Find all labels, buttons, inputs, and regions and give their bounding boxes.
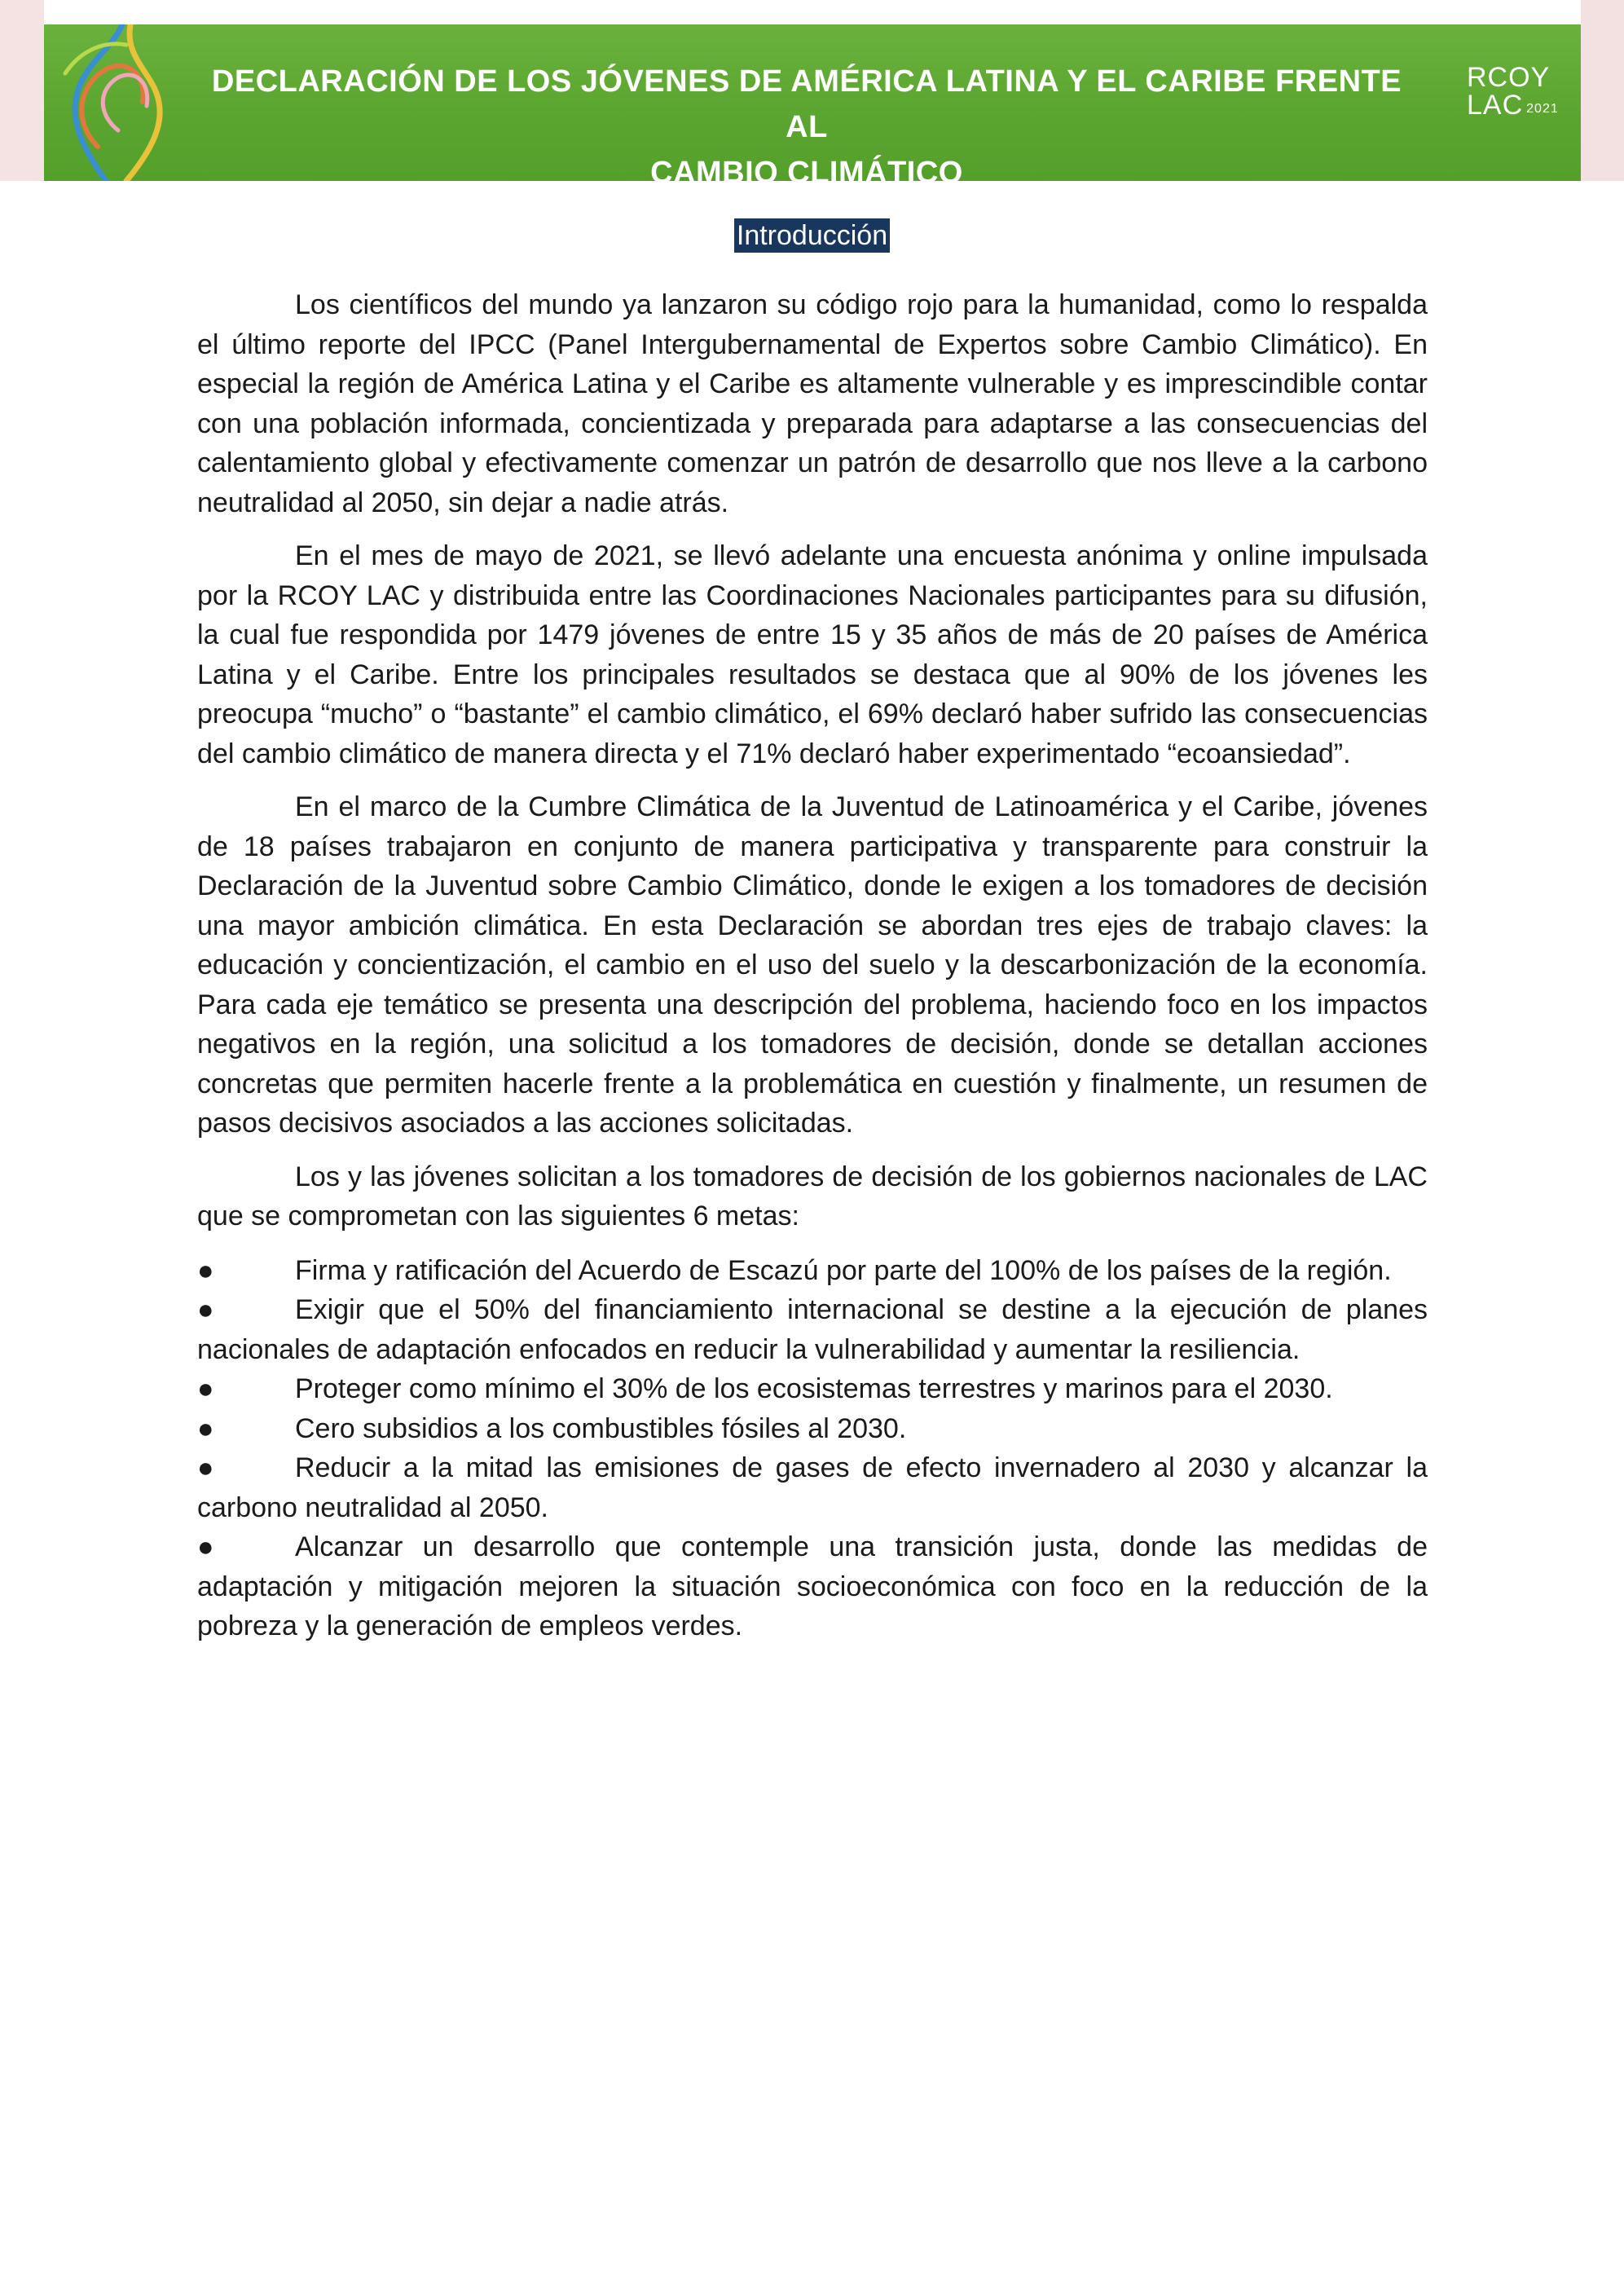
list-item bbox=[197, 1527, 1428, 1646]
bullet-icon: ● bbox=[197, 1294, 214, 1325]
rcoy-lac-logo bbox=[1467, 64, 1573, 123]
list-item bbox=[197, 1290, 1428, 1369]
leaf-emblem-icon bbox=[49, 24, 187, 181]
goal-text: Exigir que el 50% del financiamiento internacional se destine a la ejecución de planes nacionales de adaptación enfocados en reducir la vulnerabilidad y aumentar la resiliencia. bbox=[197, 1294, 1428, 1365]
paragraph-2: En el mes de mayo de 2021, se llevó adelante una encuesta anónima y online impulsada por la RCOY LAC y distribuida entre las Coordinaciones Nacionales participantes para su difusión, la cual fue respondida por 1479 jóvenes de entre 15 y 35 años de más de 20 países de América Latina y el Caribe. Entre los principales resultados se destaca que al 90% de los jóvenes les preocupa “mucho” o “bastante” el cambio climático, el 69% declaró haber sufrido las consecuencias del cambio climático de manera directa y el 71% declaró haber experimentado “ecoansiedad”. bbox=[197, 540, 1428, 769]
logo-word-rcoy: RCOY bbox=[1467, 62, 1551, 93]
goal-text: Cero subsidios a los combustibles fósiles al 2030. bbox=[295, 1412, 907, 1444]
banner-top-strip bbox=[44, 0, 1581, 24]
logo-word-lac: LAC bbox=[1467, 90, 1524, 121]
bullet-icon: ● bbox=[197, 1452, 214, 1483]
goal-text: Alcanzar un desarrollo que contemple una transición justa, donde las medidas de adaptación y mitigación mejoren la situación socioeconómica con foco en la reducción de la pobreza y la generación de empleos verdes. bbox=[197, 1531, 1428, 1641]
list-item bbox=[197, 1369, 1428, 1409]
document-title-line-2: CAMBIO CLIMÁTICO bbox=[650, 156, 963, 190]
bullet-icon: ● bbox=[197, 1373, 214, 1404]
goal-text: Proteger como mínimo el 30% de los ecosistemas terrestres y marinos para el 2030. bbox=[295, 1373, 1333, 1404]
logo-year: 2021 bbox=[1526, 102, 1559, 116]
list-item bbox=[197, 1409, 1428, 1449]
document-title bbox=[196, 59, 1418, 196]
list-item bbox=[197, 1251, 1428, 1291]
header-banner bbox=[0, 0, 1624, 190]
banner-left-decoration bbox=[0, 0, 44, 181]
document-title-line-1: DECLARACIÓN DE LOS JÓVENES DE AMÉRICA LATINA Y EL CARIBE FRENTE AL bbox=[211, 64, 1402, 144]
document-body bbox=[197, 285, 1428, 1646]
banner-right-decoration bbox=[1581, 0, 1624, 181]
goals-list bbox=[197, 1251, 1428, 1646]
paragraph-1: Los científicos del mundo ya lanzaron su código rojo para la humanidad, como lo respalda el último reporte del IPCC (Panel Intergubernamental de Expertos sobre Cambio Climático). En especial la región de América Latina y el Caribe es altamente vulnerable y es imprescindible contar con una población informada, concientizada y preparada para adaptarse a las consecuencias del calentamiento global y efectivamente comenzar un patrón de desarrollo que nos lleve a la carbono neutralidad al 2050, sin dejar a nadie atrás. bbox=[197, 289, 1428, 518]
paragraph-3: En el marco de la Cumbre Climática de la Juventud de Latinoamérica y el Caribe, jóvenes de 18 países trabajaron en conjunto de manera participativa y transparente para construir la Declaración de la Juventud sobre Cambio Climático, donde le exigen a los tomadores de decisión una mayor ambición climática. En esta Declaración se abordan tres ejes de trabajo claves: la educación y concientización, el cambio en el uso del suelo y la descarbonización de la economía. Para cada eje temático se presenta una descripción del problema, haciendo foco en los impactos negativos en la región, una solicitud a los tomadores de decisión, donde se detallan acciones concretas que permiten hacerle frente a la problemática en cuestión y finalmente, un resumen de pasos decisivos asociados a las acciones solicitadas. bbox=[197, 791, 1428, 1139]
list-item bbox=[197, 1448, 1428, 1527]
bullet-icon: ● bbox=[197, 1531, 214, 1562]
bullet-icon: ● bbox=[197, 1254, 214, 1286]
section-heading: Introducción bbox=[734, 218, 890, 253]
paragraph-4: Los y las jóvenes solicitan a los tomadores de decisión de los gobiernos nacionales de LAC que se comprometan con las siguientes 6 metas: bbox=[197, 1161, 1428, 1231]
section-heading-wrap bbox=[0, 218, 1624, 253]
bullet-icon: ● bbox=[197, 1412, 214, 1444]
goal-text: Reducir a la mitad las emisiones de gases de efecto invernadero al 2030 y alcanzar la carbono neutralidad al 2050. bbox=[197, 1452, 1428, 1523]
logo-word-lac-row bbox=[1467, 91, 1573, 123]
goal-text: Firma y ratificación del Acuerdo de Escazú por parte del 100% de los países de la región. bbox=[295, 1254, 1392, 1286]
